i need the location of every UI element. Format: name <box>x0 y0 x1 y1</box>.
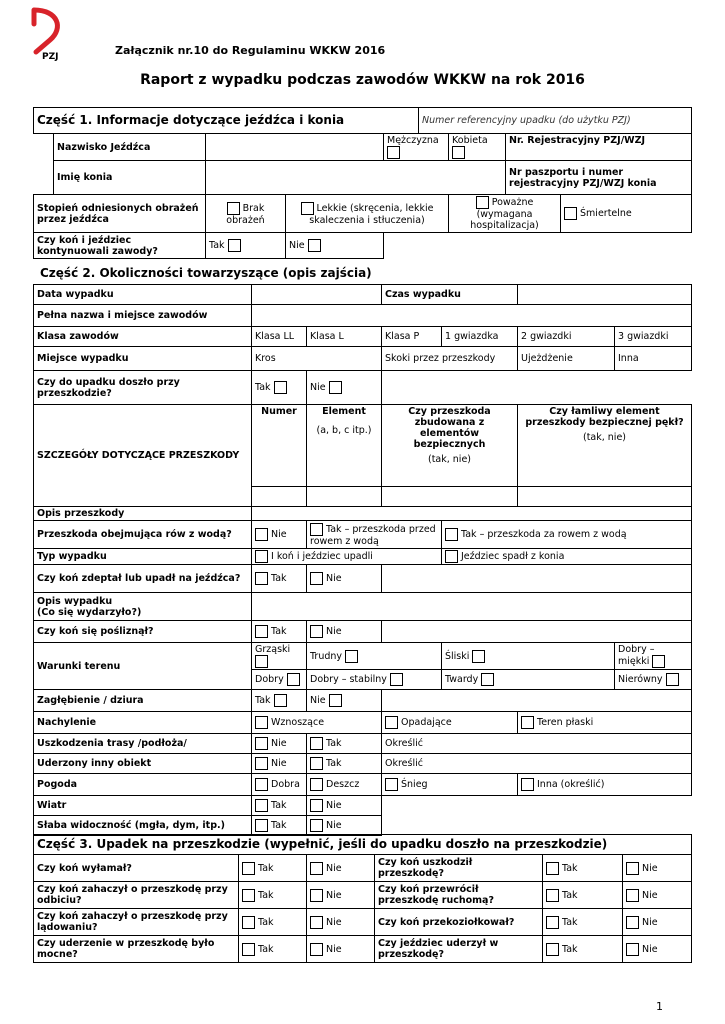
q3-yes-checkbox[interactable] <box>242 889 255 902</box>
male-checkbox[interactable] <box>387 146 400 159</box>
hit-other-no-checkbox[interactable] <box>255 757 268 770</box>
q7-label: Czy uderzenie w przeszkodę było mocne? <box>34 936 239 963</box>
q5-no-label: Nie <box>326 916 342 928</box>
hole-yes-checkbox[interactable] <box>274 694 287 707</box>
ground-hard-checkbox[interactable] <box>481 673 494 686</box>
visibility-no-label: Nie <box>326 820 342 831</box>
q2-no-label: Nie <box>642 862 658 874</box>
fall-both-label: I koń i jeździec upadli <box>271 551 373 562</box>
trampled-no-label: Nie <box>326 573 342 584</box>
continued-label: Czy koń i jeździec kontynuowali zawody? <box>34 233 206 259</box>
ground-heavy-checkbox[interactable] <box>255 655 268 668</box>
q5-yes-label: Tak <box>258 916 274 928</box>
visibility-yes-label: Tak <box>271 820 287 831</box>
time-field[interactable] <box>518 285 692 305</box>
ground-uneven-label: Nierówny <box>618 674 663 685</box>
ground-good-label: Dobry <box>255 674 284 685</box>
q2-label: Czy koń uszkodził przeszkodę? <box>375 855 543 882</box>
fall-rider-label: Jeździec spadł z konia <box>461 551 565 562</box>
visibility-no-checkbox[interactable] <box>310 819 323 832</box>
q4-yes-label: Tak <box>562 889 578 901</box>
frangible-field[interactable] <box>518 487 692 507</box>
q1-no-label: Nie <box>326 862 342 874</box>
female-label: Kobieta <box>452 135 488 146</box>
part3-title: Część 3. Upadek na przeszkodzie (wypełnić, jeśli do upadku doszło na przeszkodzie) <box>34 835 692 855</box>
obstacle-desc-field[interactable] <box>252 507 692 521</box>
q2-yes-label: Tak <box>562 862 578 874</box>
visibility-yes-checkbox[interactable] <box>255 819 268 832</box>
ground-uneven-checkbox[interactable] <box>666 673 679 686</box>
fall-rider-checkbox[interactable] <box>445 550 458 563</box>
slope-down-label: Opadające <box>401 717 452 728</box>
q3-yes-label: Tak <box>258 889 274 901</box>
ground-slippery-label: Śliski <box>445 650 470 662</box>
q1-yes-label: Tak <box>258 862 274 874</box>
weather-snow-label: Śnieg <box>401 779 428 790</box>
ditch-no-label: Nie <box>271 529 287 540</box>
ditch-after-checkbox[interactable] <box>445 528 458 541</box>
passport-label: Nr paszportu i numer rejestracyjny PZJ/WZJ konia <box>506 161 692 195</box>
slipped-label: Czy koń się pośliznął? <box>34 621 252 643</box>
class-p[interactable]: Klasa P <box>382 327 442 347</box>
q3-label: Czy koń zahaczył o przeszkodę przy odbiciu? <box>34 882 239 909</box>
q8-yes-checkbox[interactable] <box>546 943 559 956</box>
injury-none-label: Brak obrażeń <box>226 202 265 226</box>
slipped-no-label: Nie <box>326 626 342 637</box>
track-damage-no-checkbox[interactable] <box>255 737 268 750</box>
slope-up-checkbox[interactable] <box>255 716 268 729</box>
ground-slippery-checkbox[interactable] <box>472 650 485 663</box>
q6-label: Czy koń przekoziołkował? <box>375 909 543 936</box>
part1-table <box>33 107 692 259</box>
at-obstacle-label: Czy do upadku doszło przy przeszkodzie? <box>34 371 252 405</box>
q1-no-checkbox[interactable] <box>310 862 323 875</box>
wind-no-checkbox[interactable] <box>310 799 323 812</box>
q2-no-checkbox[interactable] <box>626 862 639 875</box>
slope-up-label: Wznoszące <box>271 717 325 728</box>
injury-serious-checkbox[interactable] <box>476 196 489 209</box>
weather-rain-label: Deszcz <box>326 779 360 790</box>
q5-label: Czy koń zahaczył o przeszkodę przy lądowaniu? <box>34 909 239 936</box>
injury-label: Stopień odniesionych obrażeń przez jeźdźca <box>34 195 206 233</box>
place-xc[interactable]: Kros <box>252 347 382 371</box>
at-obstacle-yes-label: Tak <box>255 382 271 393</box>
ditch-before-checkbox[interactable] <box>310 523 323 536</box>
ground-firm-checkbox[interactable] <box>390 673 403 686</box>
q8-no-label: Nie <box>642 943 658 955</box>
q8-label: Czy jeździec uderzył w przeszkodę? <box>375 936 543 963</box>
continued-no-checkbox[interactable] <box>308 239 321 252</box>
ground-difficult-checkbox[interactable] <box>345 650 358 663</box>
element-header: Element <box>322 406 366 417</box>
trampled-yes-checkbox[interactable] <box>255 572 268 585</box>
class-3star[interactable]: 3 gwiazdki <box>615 327 692 347</box>
slipped-yes-checkbox[interactable] <box>255 625 268 638</box>
hole-yes-label: Tak <box>255 695 271 706</box>
date-label: Data wypadku <box>34 285 252 305</box>
annex-label: Załącznik nr.10 do Regulaminu WKKW 2016 <box>115 44 386 57</box>
injury-serious-label: Poważne (wymagana hospitalizacja) <box>470 197 539 231</box>
hit-other-no-label: Nie <box>271 758 287 769</box>
frangible-sub: (tak, nie) <box>582 432 626 443</box>
q2-yes-checkbox[interactable] <box>546 862 559 875</box>
element-sub: (a, b, c itp.) <box>316 425 372 436</box>
q3-no-label: Nie <box>326 889 342 901</box>
injury-fatal-checkbox[interactable] <box>564 207 577 220</box>
ground-soft-checkbox[interactable] <box>652 655 665 668</box>
place-jumping[interactable]: Skoki przez przeszkody <box>382 347 518 371</box>
ground-good-checkbox[interactable] <box>287 673 300 686</box>
class-2star[interactable]: 2 gwiazdki <box>518 327 615 347</box>
description-label: Opis wypadku (Co się wydarzyło?) <box>34 593 252 621</box>
hit-other-yes-label: Tak <box>326 758 342 769</box>
q4-no-checkbox[interactable] <box>626 889 639 902</box>
logo-text: PZJ <box>42 52 59 62</box>
q6-yes-checkbox[interactable] <box>546 916 559 929</box>
q4-no-label: Nie <box>642 889 658 901</box>
weather-label: Pogoda <box>34 774 252 796</box>
wind-yes-label: Tak <box>271 800 287 811</box>
ground-label: Warunki terenu <box>34 643 252 690</box>
weather-fine-checkbox[interactable] <box>255 778 268 791</box>
part1-title: Część 1. Informacje dotyczące jeźdźca i konia <box>34 108 419 134</box>
track-damage-yes-checkbox[interactable] <box>310 737 323 750</box>
weather-other-label: Inna (określić) <box>537 779 605 790</box>
weather-rain-checkbox[interactable] <box>310 778 323 791</box>
q4-yes-checkbox[interactable] <box>546 889 559 902</box>
injury-none-checkbox[interactable] <box>227 202 240 215</box>
class-ll[interactable]: Klasa LL <box>252 327 307 347</box>
safety-built-sub: (tak, nie) <box>427 454 471 465</box>
rider-name-field[interactable] <box>206 134 384 161</box>
trampled-yes-label: Tak <box>271 573 287 584</box>
q7-yes-checkbox[interactable] <box>242 943 255 956</box>
obstacle-desc-label: Opis przeszkody <box>34 507 252 521</box>
hit-other-specify[interactable]: Określić <box>382 754 692 774</box>
q8-no-checkbox[interactable] <box>626 943 639 956</box>
fall-both-checkbox[interactable] <box>255 550 268 563</box>
male-label: Mężczyzna <box>387 135 439 146</box>
at-obstacle-no-checkbox[interactable] <box>329 381 342 394</box>
at-obstacle-yes-checkbox[interactable] <box>274 381 287 394</box>
q4-label: Czy koń przewrócił przeszkodę ruchomą? <box>375 882 543 909</box>
slope-flat-checkbox[interactable] <box>521 716 534 729</box>
slope-down-checkbox[interactable] <box>385 716 398 729</box>
q7-no-label: Nie <box>326 943 342 955</box>
continued-yes-label: Tak <box>209 240 225 251</box>
q6-no-label: Nie <box>642 916 658 928</box>
continued-no-label: Nie <box>289 240 305 251</box>
class-label: Klasa zawodów <box>34 327 252 347</box>
horse-name-field[interactable] <box>206 161 506 195</box>
track-damage-specify[interactable]: Określić <box>382 734 692 754</box>
wind-label: Wiatr <box>34 796 252 816</box>
part2-table <box>33 284 692 836</box>
element-field[interactable] <box>307 487 382 507</box>
track-damage-no-label: Nie <box>271 738 287 749</box>
trampled-label: Czy koń zdeptał lub upadł na jeźdźca? <box>34 565 252 593</box>
horse-name-label: Imię konia <box>54 161 206 195</box>
part3-table <box>33 834 692 963</box>
page-title: Raport z wypadku podczas zawodów WKKW na rok 2016 <box>140 72 585 88</box>
q7-yes-label: Tak <box>258 943 274 955</box>
weather-snow-checkbox[interactable] <box>385 778 398 791</box>
ground-firm-label: Dobry – stabilny <box>310 674 387 685</box>
q5-yes-checkbox[interactable] <box>242 916 255 929</box>
class-1star[interactable]: 1 gwiazdka <box>442 327 518 347</box>
continued-yes-checkbox[interactable] <box>228 239 241 252</box>
place-other[interactable]: Inna <box>615 347 692 371</box>
injury-light-checkbox[interactable] <box>301 202 314 215</box>
slipped-yes-label: Tak <box>271 626 287 637</box>
ground-heavy-label: Grząski <box>255 644 291 655</box>
q3-no-checkbox[interactable] <box>310 889 323 902</box>
number-field[interactable] <box>252 487 307 507</box>
class-l[interactable]: Klasa L <box>307 327 382 347</box>
obstacle-details-label: SZCZEGÓŁY DOTYCZĄCE PRZESZKODY <box>34 405 252 507</box>
part2-title: Część 2. Okoliczności towarzyszące (opis zajścia) <box>40 266 372 280</box>
q8-yes-label: Tak <box>562 943 578 955</box>
rider-name-label: Nazwisko Jeźdźca <box>54 134 206 161</box>
event-name-label: Pełna nazwa i miejsce zawodów <box>34 305 252 327</box>
slipped-no-checkbox[interactable] <box>310 625 323 638</box>
ground-difficult-label: Trudny <box>310 650 343 662</box>
place-label: Miejsce wypadku <box>34 347 252 371</box>
track-damage-label: Uszkodzenia trasy /podłoża/ <box>34 734 252 754</box>
injury-light-label: Lekkie (skręcenia, lekkie skaleczenia i stłuczenia) <box>309 202 434 226</box>
ditch-no-checkbox[interactable] <box>255 528 268 541</box>
ref-number-label: Numer referencyjny upadku (do użytku PZJ) <box>419 108 692 134</box>
fall-type-label: Typ wypadku <box>34 549 252 565</box>
at-obstacle-no-label: Nie <box>310 382 326 393</box>
q7-no-checkbox[interactable] <box>310 943 323 956</box>
hole-label: Zagłębienie / dziura <box>34 690 252 712</box>
track-damage-yes-label: Tak <box>326 738 342 749</box>
injury-fatal-label: Śmiertelne <box>580 208 632 219</box>
ditch-before-label: Tak – przeszkoda przed rowem z wodą <box>310 523 436 547</box>
slope-flat-label: Teren płaski <box>537 717 594 728</box>
female-checkbox[interactable] <box>452 146 465 159</box>
wind-no-label: Nie <box>326 800 342 811</box>
event-name-field[interactable] <box>252 305 692 327</box>
date-field[interactable] <box>252 285 382 305</box>
q1-label: Czy koń wyłamał? <box>34 855 239 882</box>
time-label: Czas wypadku <box>382 285 518 305</box>
number-header: Numer <box>252 405 307 487</box>
hit-other-yes-checkbox[interactable] <box>310 757 323 770</box>
safety-built-field[interactable] <box>382 487 518 507</box>
hole-no-checkbox[interactable] <box>329 694 342 707</box>
place-dressage[interactable]: Ujeżdżenie <box>518 347 615 371</box>
weather-fine-label: Dobra <box>271 779 300 790</box>
ground-hard-label: Twardy <box>445 674 479 685</box>
page-number: 1 <box>656 1000 663 1013</box>
weather-other-checkbox[interactable] <box>521 778 534 791</box>
ditch-after-label: Tak – przeszkoda za rowem z wodą <box>461 529 627 540</box>
q6-no-checkbox[interactable] <box>626 916 639 929</box>
trampled-no-checkbox[interactable] <box>310 572 323 585</box>
ground-soft-label: Dobry – miękki <box>618 644 655 667</box>
safety-built-header: Czy przeszkoda zbudowana z elementów bezpiecznych <box>408 406 491 450</box>
visibility-label: Słaba widoczność (mgła, dym, itp.) <box>34 816 252 836</box>
reg-number-label: Nr. Rejestracyjny PZJ/WZJ <box>506 134 692 161</box>
q6-yes-label: Tak <box>562 916 578 928</box>
q5-no-checkbox[interactable] <box>310 916 323 929</box>
wind-yes-checkbox[interactable] <box>255 799 268 812</box>
hit-other-label: Uderzony inny obiekt <box>34 754 252 774</box>
ditch-label: Przeszkoda obejmująca rów z wodą? <box>34 521 252 549</box>
description-field[interactable] <box>252 593 692 621</box>
frangible-header: Czy łamliwy element przeszkody bezpiecznej pękł? <box>525 406 684 428</box>
q1-yes-checkbox[interactable] <box>242 862 255 875</box>
hole-no-label: Nie <box>310 695 326 706</box>
slope-label: Nachylenie <box>34 712 252 734</box>
